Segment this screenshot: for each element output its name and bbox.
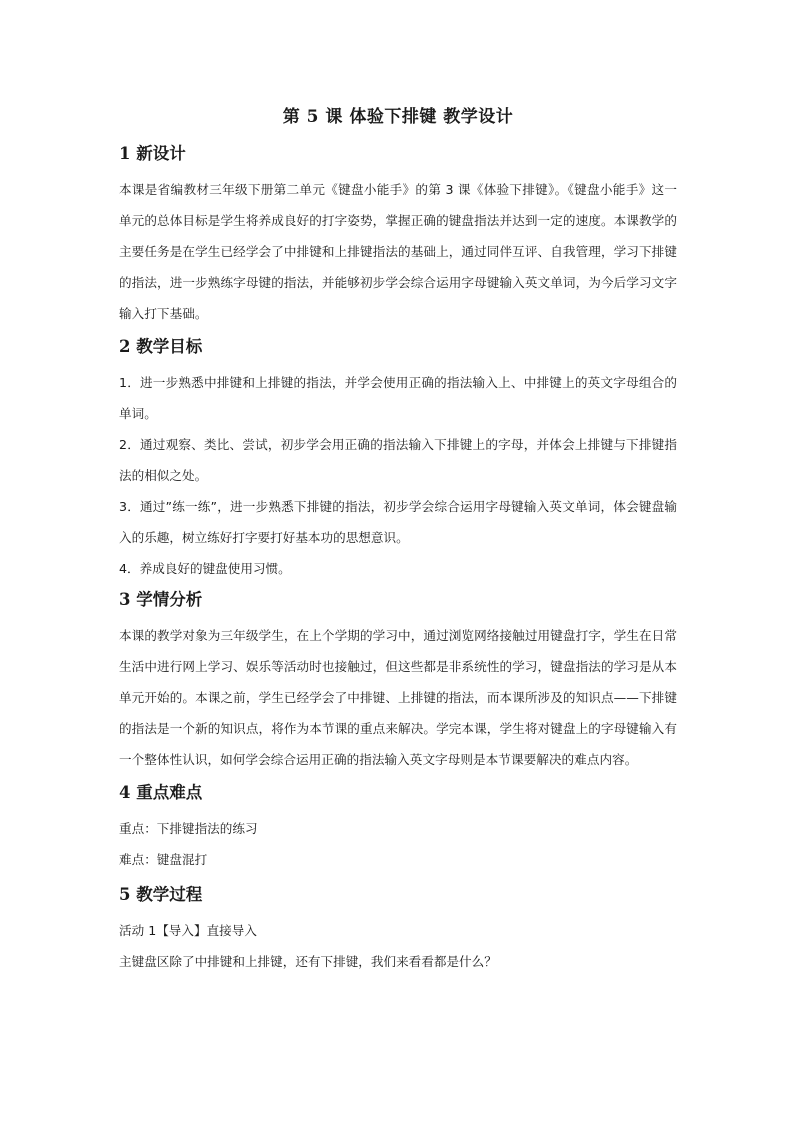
section-heading: 1 新设计: [119, 144, 186, 163]
activity-description: 主键盘区除了中排键和上排键，还有下排键，我们来看看都是什么？: [119, 954, 497, 969]
key-point-line: 重点：下排键指法的练习: [119, 821, 258, 836]
section-teaching-goals: [119, 335, 677, 588]
section-heading: 2 教学目标: [119, 337, 203, 356]
difficult-point-line: 难点：键盘混打: [119, 852, 208, 867]
document-body: [119, 104, 677, 977]
activity-line: 活动 1【导入】直接导入: [119, 923, 257, 938]
section-paragraph: 本课的教学对象为三年级学生，在上个学期的学习中，通过浏览网络接触过用键盘打字，学生在日常生活中进行网上学习、娱乐等活动时也接触过，但这些都是非系统性的学习，键盘指法的学习是从本单元开始的。本课之前，学生已经学会了中排键、上排键的指法，而本课所涉及的知识点——下排键的指法是一个新的知识点，将作为本节课的重点来解决。学完本课，学生将对键盘上的字母键输入有一个整体性认识，如何学会综合运用正确的指法输入英文字母则是本节课要解决的难点内容。: [119, 628, 677, 767]
section-teaching-process: [119, 883, 677, 977]
section-paragraph: 本课是省编教材三年级下册第二单元《键盘小能手》的第 3 课《体验下排键》。《键盘小能手》这一单元的总体目标是学生将养成良好的打字姿势，掌握正确的键盘指法并达到一定的速度。本课教学的主要任务是在学生已经学会了中排键和上排键指法的基础上，通过同伴互评、自我管理，学习下排键的指法，进一步熟练字母键的指法，并能够初步学会综合运用字母键输入英文单词，为今后学习文字输入打下基础。: [119, 182, 677, 321]
document-title: 第 5 课 体验下排键 教学设计: [282, 107, 514, 127]
goal-item: 2．通过观察、类比、尝试，初步学会用正确的指法输入下排键上的字母，并体会上排键与下排键指法的相似之处。: [119, 437, 677, 483]
section-heading: 3 学情分析: [119, 590, 203, 609]
section-heading: 4 重点难点: [119, 783, 203, 802]
section-key-difficult-points: [119, 781, 677, 883]
goal-item: 4．养成良好的键盘使用习惯。: [119, 561, 291, 576]
goal-item: 3．通过”练一练”，进一步熟悉下排键的指法，初步学会综合运用字母键输入英文单词，体会键盘输入的乐趣，树立练好打字要打好基本功的思想意识。: [119, 499, 677, 545]
section-student-analysis: [119, 588, 677, 775]
section-heading: 5 教学过程: [119, 885, 203, 904]
goal-item: 1．进一步熟悉中排键和上排键的指法，并学会使用正确的指法输入上、中排键上的英文字母组合的单词。: [119, 375, 677, 421]
section-new-design: [119, 142, 677, 329]
